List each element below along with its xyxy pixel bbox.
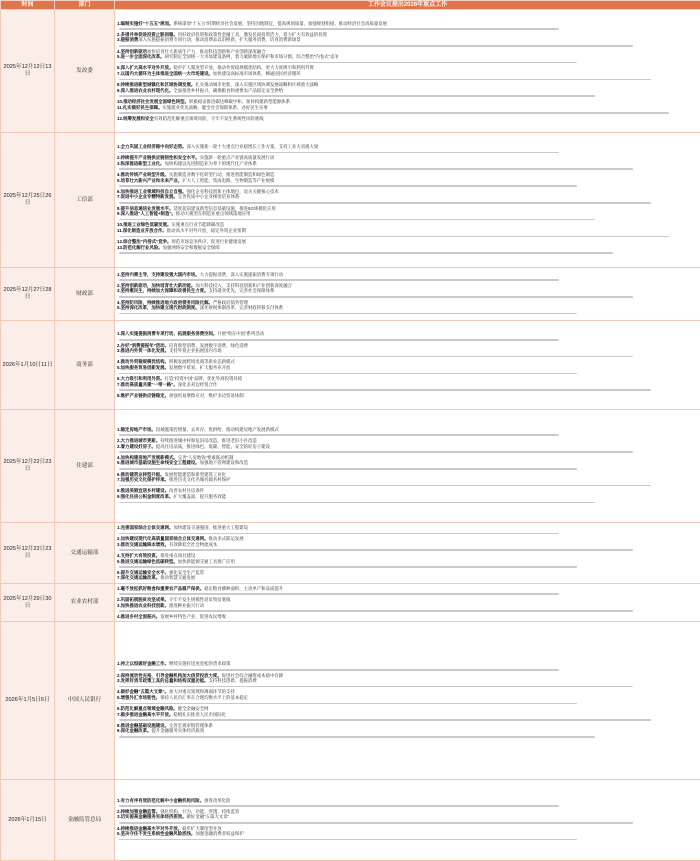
header-dept: 部门	[55, 1, 115, 10]
work-item-title: 2.巩固拓展脱贫攻坚成果。	[117, 597, 169, 602]
table-row	[1, 133, 700, 268]
work-item-text: 实施新一轮重点产业链高质量发展行动	[200, 155, 275, 160]
work-item-text: 加强金融消费者权益保护	[195, 831, 243, 836]
table-row	[1, 523, 700, 584]
work-item-title: 1.有力有序有效防范化解中小金融机构风险。	[117, 798, 204, 803]
work-item-text: 扩大人工智能、集成电路、生物制造等产业规模	[182, 178, 274, 183]
row-department: 金融监管总局	[55, 780, 115, 861]
work-item-title: 1.全力巩固工业经济稳中向好态势。	[117, 144, 187, 149]
work-item-title: 6.加快推进工业领域科技自立自强。	[117, 189, 187, 194]
table-row	[1, 321, 700, 410]
work-item-text: 深化多双边经贸合作	[178, 382, 218, 387]
work-item-text: 发展乡村特色产业，促进农民增收	[160, 614, 226, 619]
work-item	[117, 116, 698, 122]
work-item-text: 支持外贸企业拓展国内市场	[169, 348, 222, 353]
work-item-title: 3.提振消费	[117, 37, 138, 42]
work-item-title: 5.推进城市基础设施生命线安全工程建设。	[117, 460, 200, 465]
work-item-title: 2.持续加强金融监管。	[117, 809, 160, 814]
work-item-text: 发展数字贸易，扩大服务业开放	[169, 365, 230, 370]
table-header-row	[1, 1, 700, 10]
work-item-text: 规范市场竞争秩序，促进行业健康发展	[171, 239, 246, 244]
work-item-text: 适度超前建设新型信息基础设施，推进5G规模化应用	[173, 206, 275, 211]
work-item-title: 9.深入推进“人工智能+制造”。	[117, 211, 176, 216]
row-department: 财政部	[55, 268, 115, 321]
work-item-title: 8.提升信息通信业发展水平。	[117, 206, 173, 211]
work-item-title: 9.强化住房公积金制度改革。	[117, 494, 173, 499]
work-item-text: 强化安全生产监管	[169, 570, 204, 575]
row-department: 发改委	[55, 10, 115, 133]
work-item-title: 4.做好金融“五篇大文章”。	[117, 689, 169, 694]
work-item-title: 2.坚持创新驱动，加快培育壮大新动能。	[117, 283, 195, 288]
work-item-text: 健全金融安全网	[178, 706, 209, 711]
work-item-title: 4.持续推进金融高水平对外开放。	[117, 826, 182, 831]
work-item-title: 2.持续提升产业链供应链韧性和安全水平。	[117, 155, 200, 160]
work-item-title: 6.防范化解重点领域金融风险。	[117, 706, 178, 711]
work-item-text: 培育新型消费，发展数字消费、绿色消费	[169, 343, 248, 348]
work-item-title: 2.加快建设现代化高质量国家综合立体交通网。	[117, 536, 208, 541]
work-item-title: 4.支持扩大有效投资。	[117, 553, 160, 558]
work-item-text: 推进历史文化名城名镇名村保护	[169, 477, 230, 482]
row-department: 中国人民银行	[55, 622, 115, 780]
work-item-title: 5.增强外汇市场韧性。	[117, 695, 160, 700]
work-item-text: 保持人民币汇率在合理均衡水平上的基本稳定	[160, 695, 248, 700]
work-item-title: 2.大力推进城市更新。	[117, 438, 160, 443]
work-item-title: 3.推进内外贸一体化发展。	[117, 348, 169, 353]
work-item-title: 3.纵深推进新型工业化。	[117, 161, 165, 166]
work-item-text: 稳步扩大制度型开放	[182, 826, 222, 831]
work-item-continuation	[117, 483, 698, 489]
work-item-title: 1.完善国家综合立体交通网。	[117, 525, 173, 530]
work-item-title: 4.推动外贸稳规模优结构。	[117, 359, 169, 364]
work-item-title: 12.统筹发展和安全	[117, 116, 154, 121]
work-item-title: 4.加快构建房地产发展新模式。	[117, 455, 178, 460]
row-work-content	[115, 410, 700, 523]
work-item-text: 完善宏观审慎管理体系	[169, 723, 213, 728]
work-item	[117, 393, 698, 399]
work-item-title: 2.多措并举促进投资止跌回稳。	[117, 32, 178, 37]
row-date: 2026年1月15日	[1, 780, 55, 861]
work-item-title: 8.推进美丽宜居乡村建设。	[117, 488, 169, 493]
work-item-text: 推动大模型在制造业重点领域落地应用	[176, 211, 251, 216]
table-row	[1, 622, 700, 780]
row-work-content	[115, 523, 700, 584]
work-item-title: 6.推动建筑业转型升级。	[117, 472, 165, 477]
table-row	[1, 584, 700, 622]
work-item-text: 用好政府投资和政策性金融工具，激发民间投资活力，着力扩大有效益的投资	[178, 32, 327, 37]
row-work-content	[115, 133, 700, 268]
work-item-title: 3.推动交通运输降本增效。	[117, 542, 169, 547]
row-department: 商务部	[55, 321, 115, 410]
work-item-text: 推进种业振兴行动	[169, 603, 204, 608]
work-item-text: 研究制定全国统一大市场建设条例，着力破除地方保护和市场分割，综合整治“内卷式”竞争	[165, 54, 339, 59]
work-item-continuation	[117, 311, 698, 317]
work-item-text: 推进改革化险	[204, 798, 230, 803]
work-item-title: 7.加强历史文化保护传承。	[117, 477, 169, 482]
work-item-title: 10.推动经济社会发展全面绿色转型。	[117, 99, 189, 104]
work-item-title: 7.以国内大循环为主体推进全国统一大市场建设。	[117, 71, 213, 76]
work-item-title: 5.坚持深化改革，加快建立现代财政制度。	[117, 305, 200, 310]
row-department: 住建部	[55, 410, 115, 523]
work-item-title: 7.深化交通运输改革。	[117, 575, 160, 580]
work-item-text: 系统谋划“十五五”时期经济社会发展，坚持因地制宜，提高规划质量，加强规划衔接，推动经济社会高质量发展	[173, 21, 387, 26]
work-item-title: 12.综合整治“内卷式”竞争。	[117, 239, 171, 244]
work-item-text: 实施重点行业节能降碳改造	[171, 222, 224, 227]
work-item-text: 提升金融服务实体经济质效	[151, 728, 204, 733]
work-item-text: 加快培育壮大新质生产力，推动科技创新和产业创新深度融合	[147, 49, 266, 54]
work-item-text: 加快新能源交通工具推广应用	[178, 559, 235, 564]
work-item-text: 大力提振消费，深入实施提振消费专项行动	[200, 272, 283, 277]
work-item-title: 1.坚持内需主导，支持建设强大国内市场。	[117, 272, 200, 277]
work-item-text: 深入实施提振消费专项行动，推动消费品以旧换新，扩大服务消费，培育消费新场景	[138, 37, 300, 42]
table-body	[1, 10, 700, 861]
work-item-text: 推动智慧交通发展	[160, 575, 195, 580]
work-item-text: 实施就业优先战略，健全社会保障体系，办好民生实事	[162, 105, 267, 110]
work-item-title: 2.办好“消费提振年”活动。	[117, 343, 169, 348]
work-item-title: 3.发挥好货币政策工具的总量和结构双重功能。	[117, 678, 208, 683]
work-item-title: 7.促进中小企业专精特新发展。	[117, 194, 178, 199]
row-date: 2025年12月29日30日	[1, 584, 55, 622]
row-work-content	[115, 780, 700, 861]
work-item-title: 5.推进交通运输绿色低碳转型。	[117, 559, 178, 564]
work-item-text: 全面推进乡村振兴，确保粮食和重要农产品稳定安全供给	[173, 88, 283, 93]
work-item-continuation	[117, 500, 698, 506]
work-item-title: 1.持之以恒做好金融工作。	[117, 661, 169, 666]
work-item-text: 加强网络安全和数据安全保障	[163, 245, 220, 250]
work-item-continuation	[117, 734, 698, 740]
row-work-content	[115, 321, 700, 410]
work-item-title: 4.推动传统产业转型升级。	[117, 172, 169, 177]
work-item-title: 9.深化金融改革。	[117, 728, 151, 733]
work-item-title: 5.进一步全面深化改革。	[117, 54, 165, 59]
work-item-title: 3.切实提高金融服务实体经济质效。	[117, 814, 187, 819]
row-department: 工信部	[55, 133, 115, 268]
header-work: 工作会议提出2026年重点工作	[115, 1, 700, 10]
table-row	[1, 10, 700, 133]
row-date: 2025年12月22日23日	[1, 523, 55, 584]
work-item-text: 严格政府债务管理	[213, 300, 248, 305]
row-date: 2025年12月27日28日	[1, 268, 55, 321]
work-item-text: 加快建设交通强国，推进重大工程建设	[173, 525, 248, 530]
work-item-text: 推进重点项目建设	[160, 553, 195, 558]
work-item-continuation	[117, 547, 698, 553]
work-item-text: 因城施策控增量、去库存、优供给，推动构建房地产发展新模式	[156, 427, 279, 432]
work-item	[117, 614, 698, 620]
work-item-text: 稳步扩大制度型开放，推动外贸稳规模优结构，更大力度吸引和利用外资	[173, 65, 314, 70]
table-row	[1, 410, 700, 523]
work-item-title: 8.持续推进新型城镇化和区域协调发展。	[117, 82, 195, 87]
row-date: 2026年1月10日11日	[1, 321, 55, 410]
row-date: 2026年1月5日6日	[1, 622, 55, 780]
work-item-title: 1.深入实施提振消费专项行动，拓展服务消费空间。	[117, 331, 217, 336]
work-item-text: 加强地下管网建设和改造	[200, 460, 248, 465]
row-date: 2025年12月22日23日	[1, 410, 55, 523]
work-item-title: 4.坚持防风险，持续推进地方政府债务风险化解。	[117, 300, 213, 305]
work-item-text: 有效降低全社会物流成本	[169, 542, 217, 547]
work-item-text: 推动多式联运发展	[208, 536, 243, 541]
work-item-text: 打造“投资中国”品牌，优化外商投资环境	[165, 376, 243, 381]
work-item-title: 3.着力建设好房子。	[117, 444, 156, 449]
row-department: 农业农村部	[55, 584, 115, 622]
row-work-content	[115, 10, 700, 133]
work-item-title: 3.坚持惠民生，持续加大保障和改善民生力度。	[117, 288, 208, 293]
work-item-text: 强化企业科技创新主体地位，攻关关键核心技术	[187, 189, 279, 194]
table-row	[1, 268, 700, 321]
work-item-text: 持续推进城中村和危旧房改造，推进老旧小区改造	[160, 438, 257, 443]
table-row	[1, 780, 700, 861]
work-item-text: 加强贸易摩擦应对，维护多边贸易体制	[169, 393, 244, 398]
header-date: 时间	[1, 1, 55, 10]
work-item-title: 4.推进乡村全面振兴。	[117, 614, 160, 619]
work-item-text: 强化机构、行为、功能、穿透、持续监管	[160, 809, 239, 814]
work-item-text: 提高住房品质，推进绿色、低碳、智能、安全的好房子建设	[156, 444, 270, 449]
work-item-text: 加大对重点领域和薄弱环节的支持	[169, 689, 235, 694]
work-item-text: 深入实施新一轮十大重点行业稳增长工作方案，支持工业大省挑大梁	[187, 144, 319, 149]
work-item-text: 完善优质中小企业梯度培育体系	[178, 194, 239, 199]
work-item-title: 5.加快服务贸易创新发展。	[117, 365, 169, 370]
row-work-content	[115, 622, 700, 780]
work-item-text: 开展“购在中国”系列活动	[217, 331, 264, 336]
work-item-title: 1.稳定房地产市场。	[117, 427, 156, 432]
work-item-title: 11.扎实做好民生保障。	[117, 105, 162, 110]
work-item-text: 积极稳妥推进碳达峰碳中和，加快构建新型能源体系	[189, 99, 290, 104]
work-item-title: 10.推进工业绿色低碳发展。	[117, 222, 171, 227]
work-item-title: 8.推进金融基础设施建设。	[117, 723, 169, 728]
work-item-text: 深化财税体制改革，完善财政转移支付体系	[200, 305, 283, 310]
work-item-text: 有效防范化解重点领域风险，守牢不发生系统性风险底线	[154, 116, 264, 121]
work-item-text: 支持就业优先，完善社会保障体系	[208, 288, 274, 293]
work-item-title: 5.坚决守住不发生系统性金融风险底线。	[117, 831, 195, 836]
row-date: 2025年12月12日13日	[1, 10, 55, 133]
work-item-text: 做好金融“五篇大文章”	[187, 814, 229, 819]
work-item-text: 改善农村住房条件	[169, 488, 204, 493]
work-item-text: 扩大覆盖面，提升服务效能	[173, 494, 226, 499]
work-item-text: 加快构建以先进制造业为骨干的现代化产业体系	[165, 161, 257, 166]
work-item-text: 发展智能建造和新型建筑工业化	[165, 472, 226, 477]
work-item-text: 完善“人房地钱”要素联动机制	[178, 455, 234, 460]
work-item-continuation	[117, 837, 698, 843]
work-item-title: 6.深入扩大高水平对外开放。	[117, 65, 173, 70]
work-item-text: 积极发展跨境电商等新业态新模式	[169, 359, 235, 364]
work-item-title: 3.加快推进农业科技创新。	[117, 603, 169, 608]
work-item-title: 8.维护产业链供应链稳定。	[117, 393, 169, 398]
work-item-title: 4.坚持创新驱动	[117, 49, 147, 54]
work-item-title: 6.大力吸引和利用外资。	[117, 376, 165, 381]
work-item-title: 13.防范化解行业风险。	[117, 245, 163, 250]
work-item-title: 7.推动高质量共建“一带一路”。	[117, 382, 178, 387]
work-item-title: 6.提升交通运输安全水平。	[117, 570, 169, 575]
work-item-text: 支持科技创新、提振消费	[208, 678, 256, 683]
row-date: 2025年12月25日26日	[1, 133, 55, 268]
row-work-content	[115, 584, 700, 622]
work-item-text: 守牢不发生规模性返贫致贫底线	[169, 597, 230, 602]
work-item-title: 7.稳步推进金融高水平开放。	[117, 712, 173, 717]
work-item-text: 稳定粮食播种面积，主攻单产和品质提升	[204, 586, 283, 591]
work-item-text: 稳慎扎实推进人民币国际化	[173, 712, 226, 717]
work-item-text: 促进社会综合融资成本稳中有降	[222, 673, 283, 678]
work-item-continuation	[117, 250, 698, 256]
work-item-text: 继续实施好适度宽松的货币政策	[169, 661, 230, 666]
work-item-title: 9.深入推进农业农村现代化。	[117, 88, 173, 93]
work-item-text: 实施制造业数字化转型行动，推进智能制造和绿色制造	[169, 172, 274, 177]
work-item-title: 2.保持流动性充裕，引导金融机构加大信贷投放力度。	[117, 673, 222, 678]
work-item-text: 加大科技投入，支持科技创新和产业创新深度融合	[195, 283, 292, 288]
work-item-title: 5.培育壮大新兴产业和未来产业。	[117, 178, 182, 183]
work-item-text: 加快建设高标准市场体系，畅通国民经济循环	[213, 71, 301, 76]
work-item-title: 1.毫不放松抓好粮食和重要农产品稳产保供。	[117, 586, 204, 591]
work-item-title: 11.深化制造业开放合作。	[117, 228, 167, 233]
work-item-title: 1.编制实施好“十五五”规划。	[117, 21, 173, 26]
row-work-content	[115, 268, 700, 321]
row-department: 交通运输部	[55, 523, 115, 584]
work-item-text: 扎实推动城市更新，深入实施区域协调发展战略和区域重大战略	[195, 82, 318, 87]
work-item	[117, 575, 698, 581]
work-item-text: 推动高水平对外开放，稳定外资企业预期	[167, 228, 246, 233]
